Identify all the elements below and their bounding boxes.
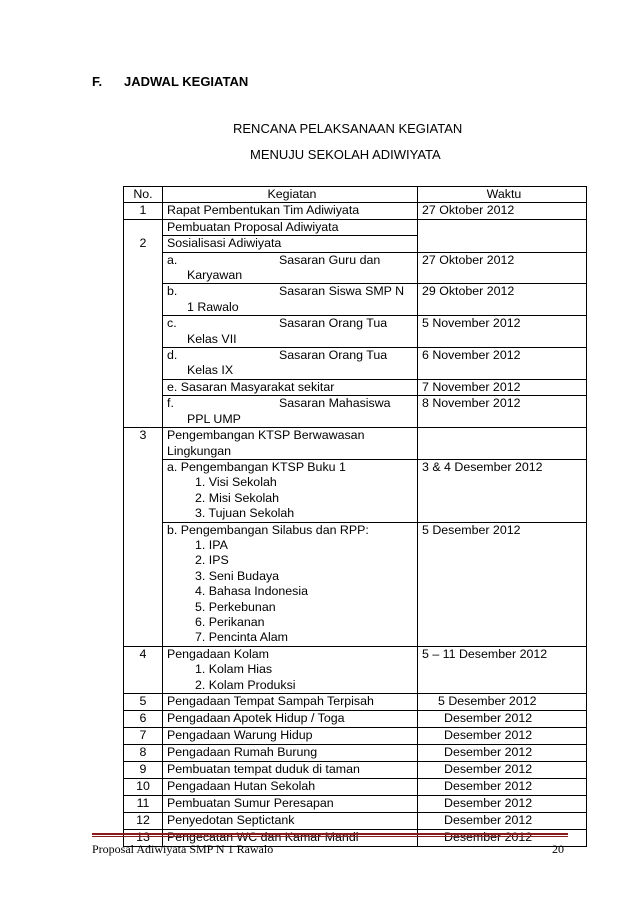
row-date: 27 Oktober 2012: [418, 252, 587, 284]
header-waktu: Waktu: [418, 187, 587, 203]
row-activity: Pengadaan Apotek Hidup / Toga: [163, 711, 418, 728]
sub-activity: b. Pengembangan Silabus dan RPP: 1. IPA 2. IPS 3. Seni Budaya 4. Bahasa Indonesia 5. Perkebunan 6. Perikanan 7. Pencinta Alam: [163, 522, 418, 646]
row-date: 5 November 2012: [418, 316, 587, 348]
table-row: [124, 522, 587, 646]
row-number: 1: [124, 203, 163, 219]
row-number: 13: [124, 830, 163, 847]
table-row: [124, 203, 587, 219]
schedule-table: [123, 186, 587, 847]
row-date: Desember 2012: [418, 745, 587, 762]
row-date: Desember 2012: [418, 728, 587, 745]
row-activity: Pengadaan Kolam 1. Kolam Hias 2. Kolam Produksi: [163, 646, 418, 693]
row-date: 5 – 11 Desember 2012: [418, 646, 587, 693]
document-title: RENCANA PELAKSANAAN KEGIATAN: [233, 121, 463, 136]
table-row: [124, 646, 587, 693]
row-activity: Pengembangan KTSP Berwawasan Lingkungan: [163, 428, 418, 460]
table-header-row: [124, 187, 587, 203]
section-title: JADWAL KEGIATAN: [124, 74, 249, 89]
table-row: [124, 459, 587, 522]
row-date: Desember 2012: [418, 762, 587, 779]
row-number: 4: [124, 646, 163, 693]
row-activity: Pembuatan tempat duduk di taman: [163, 762, 418, 779]
table-row: [124, 813, 587, 830]
row-activity: Rapat Pembentukan Tim Adiwiyata: [163, 203, 418, 219]
table-row: [124, 711, 587, 728]
row-activity: Penyedotan Septictank: [163, 813, 418, 830]
table-row: [124, 694, 587, 711]
row-number: 3: [124, 428, 163, 647]
footer-rule: [92, 833, 568, 835]
row-date: Desember 2012: [418, 830, 587, 847]
footer-document-title: Proposal Adiwiyata SMP N 1 Rawalo: [92, 842, 274, 856]
table-row: [124, 796, 587, 813]
section-number: F.: [92, 74, 103, 89]
row-date: Desember 2012: [418, 796, 587, 813]
document-subtitle: MENUJU SEKOLAH ADIWIYATA: [250, 147, 441, 162]
row-number: 2: [124, 219, 163, 427]
table-row: [124, 396, 587, 428]
table-row: [124, 762, 587, 779]
sub-activity: d. Sasaran Orang Tua Kelas IX: [163, 348, 418, 380]
row-activity: Pembuatan Proposal Adiwiyata: [163, 219, 418, 235]
row-date: 29 Oktober 2012: [418, 284, 587, 316]
header-no: No.: [124, 187, 163, 203]
row-date: 7 November 2012: [418, 379, 587, 395]
page-number: 20: [552, 842, 564, 856]
sub-activity: b. Sasaran Siswa SMP N 1 Rawalo: [163, 284, 418, 316]
row-number: 10: [124, 779, 163, 796]
row-date: 5 Desember 2012: [418, 522, 587, 646]
row-number: 8: [124, 745, 163, 762]
sub-activity: f. Sasaran Mahasiswa PPL UMP: [163, 396, 418, 428]
row-activity: Sosialisasi Adiwiyata: [163, 236, 418, 252]
sub-activity: a. Sasaran Guru dan Karyawan: [163, 252, 418, 284]
table-row: [124, 316, 587, 348]
table-row: [124, 379, 587, 395]
header-kegiatan: Kegiatan: [163, 187, 418, 203]
row-date: 3 & 4 Desember 2012: [418, 459, 587, 522]
row-activity: Pengadaan Rumah Burung: [163, 745, 418, 762]
row-number: 11: [124, 796, 163, 813]
row-number: 12: [124, 813, 163, 830]
row-number: 7: [124, 728, 163, 745]
row-date: 6 November 2012: [418, 348, 587, 380]
row-date-empty: [418, 219, 587, 252]
table-row: [124, 284, 587, 316]
row-date: 27 Oktober 2012: [418, 203, 587, 219]
row-number: 5: [124, 694, 163, 711]
table-row: [124, 728, 587, 745]
row-activity: Pengadaan Warung Hidup: [163, 728, 418, 745]
row-date: Desember 2012: [418, 711, 587, 728]
sub-activity: a. Pengembangan KTSP Buku 1 1. Visi Sekolah 2. Misi Sekolah 3. Tujuan Sekolah: [163, 459, 418, 522]
table-row: [124, 745, 587, 762]
section-heading: [92, 74, 248, 89]
sub-activity: c. Sasaran Orang Tua Kelas VII: [163, 316, 418, 348]
table-row: [124, 779, 587, 796]
row-date: Desember 2012: [418, 813, 587, 830]
row-date-empty: [418, 428, 587, 460]
row-number: 9: [124, 762, 163, 779]
row-date: 8 November 2012: [418, 396, 587, 428]
table-row: [124, 219, 587, 235]
table-row: [124, 252, 587, 284]
row-activity: Pengadaan Hutan Sekolah: [163, 779, 418, 796]
row-number: 6: [124, 711, 163, 728]
table-row: [124, 428, 587, 460]
row-activity: Pengecatan WC dan Kamar Mandi: [163, 830, 418, 847]
row-date: Desember 2012: [418, 779, 587, 796]
footer-rule-thin: [92, 836, 568, 837]
row-date: 5 Desember 2012: [418, 694, 587, 711]
sub-activity: e. Sasaran Masyarakat sekitar: [163, 379, 418, 395]
table-row: [124, 348, 587, 380]
row-activity: Pembuatan Sumur Peresapan: [163, 796, 418, 813]
row-activity: Pengadaan Tempat Sampah Terpisah: [163, 694, 418, 711]
